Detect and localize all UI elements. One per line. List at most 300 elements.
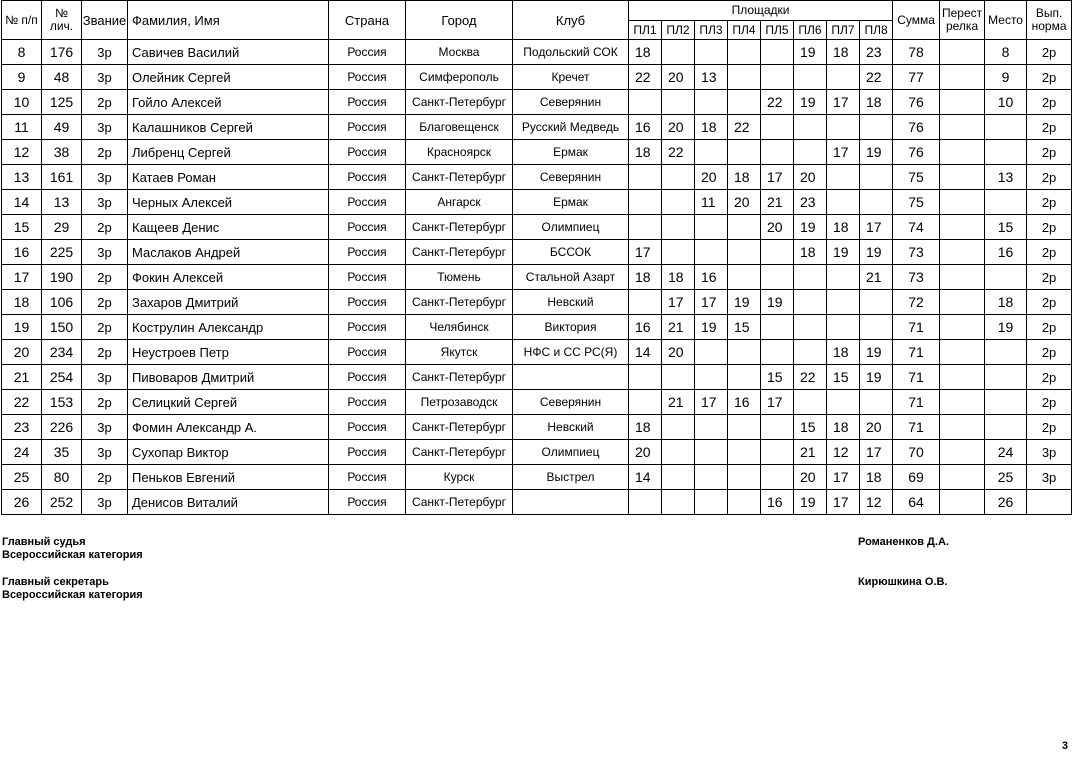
cell-area-5 bbox=[761, 140, 794, 165]
cell-rank: 2р bbox=[82, 465, 128, 490]
cell-area-7 bbox=[827, 315, 860, 340]
header-area-5: ПЛ5 bbox=[761, 21, 794, 40]
cell-area-7: 17 bbox=[827, 90, 860, 115]
judge-name: Романенков Д.А. bbox=[858, 536, 949, 548]
cell-area-8: 22 bbox=[860, 65, 893, 90]
cell-city: Санкт-Петербург bbox=[406, 440, 513, 465]
cell-club: Кречет bbox=[513, 65, 629, 90]
cell-area-4 bbox=[728, 240, 761, 265]
cell-reweigh bbox=[940, 440, 985, 465]
cell-sum: 69 bbox=[893, 465, 940, 490]
cell-license: 49 bbox=[42, 115, 82, 140]
cell-country: Россия bbox=[329, 140, 406, 165]
cell-area-3: 17 bbox=[695, 390, 728, 415]
cell-license: 13 bbox=[42, 190, 82, 215]
cell-rank: 3р bbox=[82, 65, 128, 90]
cell-area-4 bbox=[728, 490, 761, 515]
cell-area-5: 17 bbox=[761, 390, 794, 415]
cell-country: Россия bbox=[329, 290, 406, 315]
cell-area-2 bbox=[662, 365, 695, 390]
cell-country: Россия bbox=[329, 440, 406, 465]
cell-place bbox=[985, 115, 1027, 140]
cell-area-7 bbox=[827, 265, 860, 290]
cell-area-3 bbox=[695, 90, 728, 115]
cell-norm bbox=[1027, 490, 1072, 515]
cell-club: Виктория bbox=[513, 315, 629, 340]
cell-area-7: 12 bbox=[827, 440, 860, 465]
cell-area-3: 13 bbox=[695, 65, 728, 90]
cell-country: Россия bbox=[329, 465, 406, 490]
cell-country: Россия bbox=[329, 65, 406, 90]
cell-rank: 3р bbox=[82, 440, 128, 465]
cell-area-5 bbox=[761, 340, 794, 365]
cell-area-6 bbox=[794, 340, 827, 365]
header-club: Клуб bbox=[513, 1, 629, 40]
cell-sum: 75 bbox=[893, 190, 940, 215]
cell-area-2 bbox=[662, 415, 695, 440]
cell-name: Фокин Алексей bbox=[128, 265, 329, 290]
cell-club: Русский Медведь bbox=[513, 115, 629, 140]
cell-area-2 bbox=[662, 240, 695, 265]
cell-place bbox=[985, 340, 1027, 365]
header-area-2: ПЛ2 bbox=[662, 21, 695, 40]
cell-area-6 bbox=[794, 390, 827, 415]
cell-reweigh bbox=[940, 190, 985, 215]
cell-license: 150 bbox=[42, 315, 82, 340]
cell-no: 22 bbox=[2, 390, 42, 415]
cell-area-8: 19 bbox=[860, 365, 893, 390]
cell-area-7: 17 bbox=[827, 140, 860, 165]
cell-no: 17 bbox=[2, 265, 42, 290]
cell-area-7 bbox=[827, 115, 860, 140]
cell-area-3: 11 bbox=[695, 190, 728, 215]
cell-area-7: 18 bbox=[827, 340, 860, 365]
table-row bbox=[2, 165, 1072, 190]
cell-area-4 bbox=[728, 215, 761, 240]
cell-area-5 bbox=[761, 115, 794, 140]
cell-place: 8 bbox=[985, 40, 1027, 65]
cell-area-6: 19 bbox=[794, 90, 827, 115]
cell-club bbox=[513, 365, 629, 390]
cell-area-4 bbox=[728, 40, 761, 65]
cell-place: 13 bbox=[985, 165, 1027, 190]
cell-country: Россия bbox=[329, 490, 406, 515]
cell-city: Санкт-Петербург bbox=[406, 290, 513, 315]
cell-area-4: 15 bbox=[728, 315, 761, 340]
cell-sum: 73 bbox=[893, 240, 940, 265]
cell-area-1 bbox=[629, 290, 662, 315]
cell-city: Петрозаводск bbox=[406, 390, 513, 415]
cell-city: Санкт-Петербург bbox=[406, 240, 513, 265]
table-row bbox=[2, 265, 1072, 290]
cell-area-2 bbox=[662, 465, 695, 490]
cell-norm: 2р bbox=[1027, 390, 1072, 415]
cell-area-3: 17 bbox=[695, 290, 728, 315]
cell-license: 254 bbox=[42, 365, 82, 390]
header-reweigh: Перест релка bbox=[940, 1, 985, 40]
cell-area-7 bbox=[827, 390, 860, 415]
cell-license: 176 bbox=[42, 40, 82, 65]
cell-area-8: 23 bbox=[860, 40, 893, 65]
cell-club: Невский bbox=[513, 415, 629, 440]
cell-city: Санкт-Петербург bbox=[406, 415, 513, 440]
table-row bbox=[2, 415, 1072, 440]
cell-area-2 bbox=[662, 40, 695, 65]
cell-area-1: 18 bbox=[629, 140, 662, 165]
cell-place: 24 bbox=[985, 440, 1027, 465]
cell-sum: 71 bbox=[893, 365, 940, 390]
cell-place bbox=[985, 415, 1027, 440]
cell-club: НФС и СС РС(Я) bbox=[513, 340, 629, 365]
cell-reweigh bbox=[940, 165, 985, 190]
cell-area-5 bbox=[761, 240, 794, 265]
cell-no: 19 bbox=[2, 315, 42, 340]
cell-area-8 bbox=[860, 315, 893, 340]
cell-area-2: 22 bbox=[662, 140, 695, 165]
cell-area-2: 20 bbox=[662, 65, 695, 90]
cell-no: 21 bbox=[2, 365, 42, 390]
cell-area-8: 19 bbox=[860, 240, 893, 265]
secretary-category: Всероссийская категория bbox=[2, 589, 143, 601]
table-row bbox=[2, 440, 1072, 465]
cell-name: Неустроев Петр bbox=[128, 340, 329, 365]
cell-reweigh bbox=[940, 65, 985, 90]
cell-sum: 64 bbox=[893, 490, 940, 515]
cell-name: Черных Алексей bbox=[128, 190, 329, 215]
cell-name: Калашников Сергей bbox=[128, 115, 329, 140]
cell-norm: 2р bbox=[1027, 165, 1072, 190]
cell-rank: 2р bbox=[82, 315, 128, 340]
header-area-3: ПЛ3 bbox=[695, 21, 728, 40]
cell-area-8: 18 bbox=[860, 465, 893, 490]
cell-area-5: 17 bbox=[761, 165, 794, 190]
cell-area-4 bbox=[728, 140, 761, 165]
cell-city: Санкт-Петербург bbox=[406, 365, 513, 390]
cell-city: Симферополь bbox=[406, 65, 513, 90]
cell-area-1 bbox=[629, 90, 662, 115]
cell-club: Северянин bbox=[513, 165, 629, 190]
cell-area-3: 20 bbox=[695, 165, 728, 190]
cell-place bbox=[985, 365, 1027, 390]
cell-sum: 76 bbox=[893, 140, 940, 165]
cell-area-7: 18 bbox=[827, 40, 860, 65]
cell-area-2 bbox=[662, 440, 695, 465]
cell-area-5 bbox=[761, 315, 794, 340]
cell-area-3 bbox=[695, 365, 728, 390]
cell-name: Селицкий Сергей bbox=[128, 390, 329, 415]
cell-license: 35 bbox=[42, 440, 82, 465]
cell-reweigh bbox=[940, 265, 985, 290]
cell-area-8: 19 bbox=[860, 140, 893, 165]
cell-norm: 2р bbox=[1027, 265, 1072, 290]
cell-area-6: 20 bbox=[794, 165, 827, 190]
table-row bbox=[2, 65, 1072, 90]
cell-reweigh bbox=[940, 340, 985, 365]
cell-norm: 2р bbox=[1027, 40, 1072, 65]
table-row bbox=[2, 390, 1072, 415]
cell-area-2 bbox=[662, 90, 695, 115]
cell-area-1 bbox=[629, 390, 662, 415]
cell-license: 29 bbox=[42, 215, 82, 240]
cell-name: Кострулин Александр bbox=[128, 315, 329, 340]
cell-name: Олейник Сергей bbox=[128, 65, 329, 90]
cell-sum: 71 bbox=[893, 390, 940, 415]
cell-name: Кащеев Денис bbox=[128, 215, 329, 240]
cell-area-1: 18 bbox=[629, 40, 662, 65]
cell-license: 38 bbox=[42, 140, 82, 165]
cell-country: Россия bbox=[329, 40, 406, 65]
cell-no: 11 bbox=[2, 115, 42, 140]
cell-place: 16 bbox=[985, 240, 1027, 265]
cell-norm: 2р bbox=[1027, 340, 1072, 365]
cell-sum: 74 bbox=[893, 215, 940, 240]
header-license: № лич. bbox=[42, 1, 82, 40]
cell-area-5 bbox=[761, 465, 794, 490]
cell-sum: 71 bbox=[893, 340, 940, 365]
cell-area-6 bbox=[794, 265, 827, 290]
cell-area-2 bbox=[662, 165, 695, 190]
cell-reweigh bbox=[940, 215, 985, 240]
table-row bbox=[2, 190, 1072, 215]
secretary-name: Кирюшкина О.В. bbox=[858, 576, 948, 588]
cell-norm: 2р bbox=[1027, 290, 1072, 315]
cell-area-5 bbox=[761, 440, 794, 465]
cell-area-7: 17 bbox=[827, 490, 860, 515]
header-no: № п/п bbox=[2, 1, 42, 40]
cell-area-4: 18 bbox=[728, 165, 761, 190]
table-row bbox=[2, 290, 1072, 315]
cell-area-1: 18 bbox=[629, 265, 662, 290]
cell-area-7: 18 bbox=[827, 415, 860, 440]
cell-area-7: 19 bbox=[827, 240, 860, 265]
table-row bbox=[2, 490, 1072, 515]
table-row bbox=[2, 40, 1072, 65]
cell-club: Олимпиец bbox=[513, 440, 629, 465]
cell-club: Ермак bbox=[513, 190, 629, 215]
cell-license: 234 bbox=[42, 340, 82, 365]
cell-area-2: 17 bbox=[662, 290, 695, 315]
cell-city: Санкт-Петербург bbox=[406, 215, 513, 240]
cell-no: 23 bbox=[2, 415, 42, 440]
cell-area-5: 15 bbox=[761, 365, 794, 390]
cell-city: Санкт-Петербург bbox=[406, 490, 513, 515]
cell-city: Тюмень bbox=[406, 265, 513, 290]
cell-no: 20 bbox=[2, 340, 42, 365]
cell-area-8 bbox=[860, 190, 893, 215]
cell-country: Россия bbox=[329, 215, 406, 240]
cell-sum: 71 bbox=[893, 315, 940, 340]
cell-area-6: 19 bbox=[794, 490, 827, 515]
judge-block bbox=[2, 536, 143, 562]
table-row bbox=[2, 315, 1072, 340]
cell-no: 9 bbox=[2, 65, 42, 90]
cell-license: 190 bbox=[42, 265, 82, 290]
cell-area-8: 17 bbox=[860, 215, 893, 240]
header-area-8: ПЛ8 bbox=[860, 21, 893, 40]
cell-reweigh bbox=[940, 315, 985, 340]
cell-sum: 78 bbox=[893, 40, 940, 65]
cell-city: Санкт-Петербург bbox=[406, 165, 513, 190]
cell-area-1: 20 bbox=[629, 440, 662, 465]
cell-reweigh bbox=[940, 140, 985, 165]
cell-club: Невский bbox=[513, 290, 629, 315]
cell-rank: 2р bbox=[82, 290, 128, 315]
header-area-7: ПЛ7 bbox=[827, 21, 860, 40]
cell-rank: 3р bbox=[82, 115, 128, 140]
cell-area-8 bbox=[860, 115, 893, 140]
cell-club: Выстрел bbox=[513, 465, 629, 490]
cell-area-2: 21 bbox=[662, 315, 695, 340]
cell-rank: 3р bbox=[82, 365, 128, 390]
cell-license: 153 bbox=[42, 390, 82, 415]
cell-area-8: 19 bbox=[860, 340, 893, 365]
cell-rank: 3р bbox=[82, 240, 128, 265]
cell-city: Курск bbox=[406, 465, 513, 490]
cell-area-8 bbox=[860, 165, 893, 190]
cell-area-1: 16 bbox=[629, 315, 662, 340]
cell-area-1 bbox=[629, 215, 662, 240]
secretary-block bbox=[2, 576, 143, 602]
cell-no: 8 bbox=[2, 40, 42, 65]
cell-name: Захаров Дмитрий bbox=[128, 290, 329, 315]
judge-category: Всероссийская категория bbox=[2, 549, 143, 561]
cell-license: 161 bbox=[42, 165, 82, 190]
cell-norm: 2р bbox=[1027, 190, 1072, 215]
header-sum: Сумма bbox=[893, 1, 940, 40]
cell-rank: 3р bbox=[82, 415, 128, 440]
cell-area-5: 20 bbox=[761, 215, 794, 240]
cell-reweigh bbox=[940, 90, 985, 115]
cell-area-2 bbox=[662, 190, 695, 215]
cell-area-6 bbox=[794, 140, 827, 165]
cell-area-6 bbox=[794, 65, 827, 90]
cell-name: Пеньков Евгений bbox=[128, 465, 329, 490]
cell-place: 9 bbox=[985, 65, 1027, 90]
header-place: Место bbox=[985, 1, 1027, 40]
cell-area-3 bbox=[695, 140, 728, 165]
cell-rank: 2р bbox=[82, 265, 128, 290]
cell-rank: 2р bbox=[82, 390, 128, 415]
cell-area-8: 20 bbox=[860, 415, 893, 440]
cell-sum: 75 bbox=[893, 165, 940, 190]
cell-area-7 bbox=[827, 290, 860, 315]
cell-area-3: 18 bbox=[695, 115, 728, 140]
cell-area-3 bbox=[695, 340, 728, 365]
cell-no: 10 bbox=[2, 90, 42, 115]
cell-sum: 77 bbox=[893, 65, 940, 90]
cell-city: Санкт-Петербург bbox=[406, 90, 513, 115]
cell-norm: 2р bbox=[1027, 115, 1072, 140]
cell-area-6: 21 bbox=[794, 440, 827, 465]
cell-club: Стальной Азарт bbox=[513, 265, 629, 290]
table-row bbox=[2, 90, 1072, 115]
cell-club: Северянин bbox=[513, 390, 629, 415]
cell-area-2: 18 bbox=[662, 265, 695, 290]
cell-place bbox=[985, 140, 1027, 165]
cell-name: Пивоваров Дмитрий bbox=[128, 365, 329, 390]
secretary-title: Главный секретарь bbox=[2, 576, 109, 588]
cell-license: 125 bbox=[42, 90, 82, 115]
cell-area-5: 22 bbox=[761, 90, 794, 115]
table-row bbox=[2, 115, 1072, 140]
table-row bbox=[2, 240, 1072, 265]
cell-area-1: 17 bbox=[629, 240, 662, 265]
cell-rank: 3р bbox=[82, 165, 128, 190]
cell-reweigh bbox=[940, 290, 985, 315]
cell-area-8: 12 bbox=[860, 490, 893, 515]
cell-area-4: 20 bbox=[728, 190, 761, 215]
cell-city: Москва bbox=[406, 40, 513, 65]
cell-area-7 bbox=[827, 190, 860, 215]
header-norm: Вып. норма bbox=[1027, 1, 1072, 40]
header-area-1: ПЛ1 bbox=[629, 21, 662, 40]
cell-area-3: 19 bbox=[695, 315, 728, 340]
cell-area-4 bbox=[728, 65, 761, 90]
cell-club: Подольский СОК bbox=[513, 40, 629, 65]
cell-area-3: 16 bbox=[695, 265, 728, 290]
table-row bbox=[2, 140, 1072, 165]
cell-area-3 bbox=[695, 215, 728, 240]
cell-reweigh bbox=[940, 390, 985, 415]
cell-area-6: 23 bbox=[794, 190, 827, 215]
cell-place: 10 bbox=[985, 90, 1027, 115]
cell-license: 225 bbox=[42, 240, 82, 265]
cell-area-7 bbox=[827, 165, 860, 190]
cell-license: 226 bbox=[42, 415, 82, 440]
cell-norm: 2р bbox=[1027, 365, 1072, 390]
cell-no: 16 bbox=[2, 240, 42, 265]
results-table bbox=[1, 0, 1072, 515]
cell-sum: 72 bbox=[893, 290, 940, 315]
cell-no: 24 bbox=[2, 440, 42, 465]
cell-name: Денисов Виталий bbox=[128, 490, 329, 515]
cell-norm: 2р bbox=[1027, 315, 1072, 340]
cell-norm: 2р bbox=[1027, 65, 1072, 90]
cell-area-3 bbox=[695, 40, 728, 65]
cell-country: Россия bbox=[329, 165, 406, 190]
cell-city: Благовещенск bbox=[406, 115, 513, 140]
cell-no: 25 bbox=[2, 465, 42, 490]
cell-area-7: 17 bbox=[827, 465, 860, 490]
table-row bbox=[2, 465, 1072, 490]
cell-city: Ангарск bbox=[406, 190, 513, 215]
cell-area-6 bbox=[794, 290, 827, 315]
cell-place: 19 bbox=[985, 315, 1027, 340]
cell-place: 26 bbox=[985, 490, 1027, 515]
cell-club: Северянин bbox=[513, 90, 629, 115]
cell-area-5: 21 bbox=[761, 190, 794, 215]
cell-city: Челябинск bbox=[406, 315, 513, 340]
header-city: Город bbox=[406, 1, 513, 40]
cell-norm: 2р bbox=[1027, 240, 1072, 265]
cell-area-3 bbox=[695, 415, 728, 440]
cell-no: 18 bbox=[2, 290, 42, 315]
header-area-6: ПЛ6 bbox=[794, 21, 827, 40]
cell-area-5: 16 bbox=[761, 490, 794, 515]
cell-area-3 bbox=[695, 440, 728, 465]
cell-place: 25 bbox=[985, 465, 1027, 490]
cell-name: Сухопар Виктор bbox=[128, 440, 329, 465]
cell-area-1 bbox=[629, 190, 662, 215]
cell-area-5: 19 bbox=[761, 290, 794, 315]
cell-area-2: 21 bbox=[662, 390, 695, 415]
cell-norm: 3р bbox=[1027, 465, 1072, 490]
table-row bbox=[2, 340, 1072, 365]
cell-reweigh bbox=[940, 490, 985, 515]
cell-reweigh bbox=[940, 365, 985, 390]
cell-area-5 bbox=[761, 415, 794, 440]
cell-name: Либренц Сергей bbox=[128, 140, 329, 165]
